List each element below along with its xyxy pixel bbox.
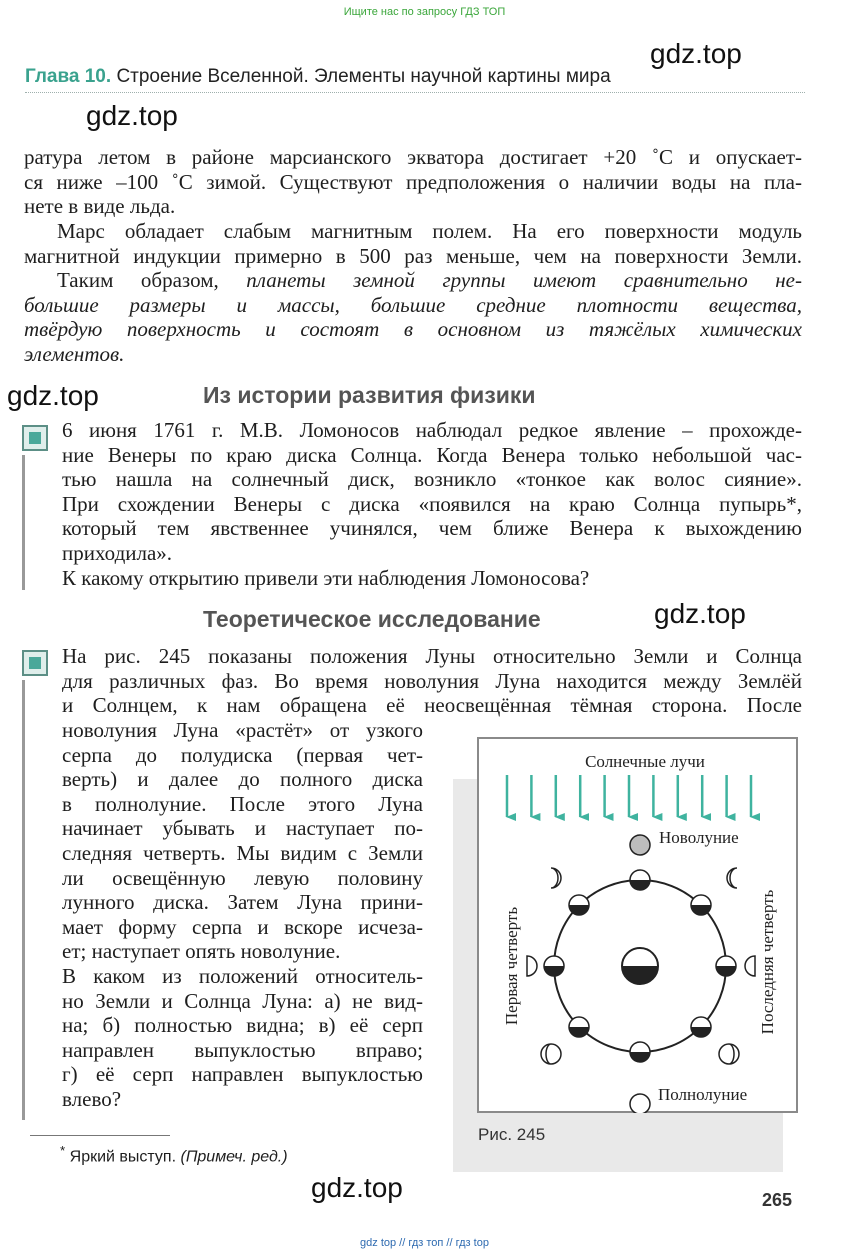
new-moon-view xyxy=(630,835,650,855)
italic-run: планеты земной группы имеют сравнительно не- xyxy=(218,268,802,292)
footnote-divider xyxy=(30,1135,170,1136)
text-line: ли освещённую левую половину xyxy=(62,865,423,890)
moon-waxing-crescent xyxy=(569,895,589,915)
text-line: 6 июня 1761 г. М.В. Ломоносов наблюдал редкое явление – прохожде- xyxy=(62,418,802,442)
moon-waning-gibbous xyxy=(691,1017,711,1037)
first-quarter-label: Первая четверть xyxy=(502,906,521,1026)
crescent-view-right xyxy=(551,868,561,888)
text-line: который тем явственнее учинялся, чем ближе Венера к выхождению xyxy=(62,516,802,541)
moon-waxing-gibbous xyxy=(569,1017,589,1037)
text-line: При схождении Венеры с диска «появился на краю Солнца пупырь*, xyxy=(62,491,802,516)
watermark: gdz.top xyxy=(311,1172,403,1203)
half-view-right xyxy=(527,956,537,976)
intro-paragraph-2 xyxy=(24,219,802,268)
header-divider xyxy=(25,92,805,93)
bottom-banner[interactable]: gdz top // гдз топ // гдз top xyxy=(360,1237,489,1249)
moon-waning-crescent xyxy=(691,895,711,915)
gibbous-view-left xyxy=(719,1044,739,1064)
sun-rays xyxy=(507,775,751,817)
text-line: мает форму серпа и вскоре исчеза- xyxy=(62,914,423,939)
footnote-marker: * xyxy=(60,1143,66,1158)
text-line: в полнолуние. После этого Луна xyxy=(62,791,423,816)
half-view-left xyxy=(745,956,755,976)
crescent-view-left xyxy=(727,868,737,888)
text-line: новолуния Луна «растёт» от узкого xyxy=(62,718,423,742)
moon-full xyxy=(630,1042,650,1062)
moon-last-quarter xyxy=(716,956,736,976)
earth-night-side xyxy=(622,966,658,984)
text-line: ние Венеры по краю диска Солнца. Когда Венера только небольшой час- xyxy=(62,442,802,467)
text-line: магнитной индукции примерно в 500 раз меньше, чем на поверхности Земли. xyxy=(24,243,802,268)
history-text xyxy=(62,418,802,590)
text-line: Марс обладает слабым магнитным полем. На его поверхности модуль xyxy=(57,219,802,243)
text-line: приходила». xyxy=(62,540,173,565)
chapter-label: Глава 10. xyxy=(25,66,112,87)
text-line: ратура летом в районе марсианского экватора достигает +20 ˚С и опускает- xyxy=(24,145,802,169)
text-line: на; б) полностью видна; в) её серп xyxy=(62,1013,423,1038)
history-heading: Из истории развития физики xyxy=(203,382,536,408)
gibbous-view-right xyxy=(541,1044,561,1064)
watermark: gdz.top xyxy=(86,100,178,131)
watermark: gdz.top xyxy=(7,380,99,411)
question-line: К какому открытию привели эти наблюдения Ломоносова? xyxy=(62,565,590,590)
intro-paragraph-3 xyxy=(24,268,802,366)
task-marker-icon xyxy=(22,425,48,451)
full-moon-view xyxy=(630,1094,650,1113)
moon-phases-figure xyxy=(477,737,798,1113)
theory-heading: Теоретическое исследование xyxy=(203,606,541,632)
text-line: В каком из положений относитель- xyxy=(62,963,423,988)
text-run: Таким образом, xyxy=(57,268,219,292)
theory-intro xyxy=(62,644,802,718)
chapter-title: Строение Вселенной. Элементы научной картины мира xyxy=(116,66,611,87)
text-line: ет; наступает опять новолуние. xyxy=(62,939,341,964)
text-line: начинает убывать и наступает по- xyxy=(62,816,423,841)
section-bar xyxy=(22,455,25,590)
text-line: направлен выпуклостью вправо; xyxy=(62,1037,423,1062)
theory-text xyxy=(62,718,423,1112)
text-line: элементов. xyxy=(24,341,125,366)
text-line: и Солнцем, к нам обращена её неосвещённая тёмная сторона. После xyxy=(62,693,802,718)
text-line: для различных фаз. Во время новолуния Луна находится между Землёй xyxy=(62,668,802,693)
full-moon-label: Полнолуние xyxy=(658,1085,748,1104)
text-line: На рис. 245 показаны положения Луны относительно Земли и Солнца xyxy=(62,644,802,668)
text-line: нете в виде льда. xyxy=(24,194,176,219)
intro-paragraph-1 xyxy=(24,145,802,219)
section-bar xyxy=(22,680,25,1120)
last-quarter-label: Последняя четверть xyxy=(758,889,777,1035)
top-banner[interactable]: Ищите нас по запросу ГДЗ ТОП xyxy=(343,6,506,18)
text-line: влево? xyxy=(62,1086,122,1111)
figure-caption: Рис. 245 xyxy=(478,1125,546,1144)
footnote xyxy=(60,1143,288,1166)
watermark: gdz.top xyxy=(650,38,742,69)
chapter-header xyxy=(25,66,611,88)
text-line: но Земли и Солнца Луна: а) не вид- xyxy=(62,988,423,1013)
text-line: следняя четверть. Мы видим с Земли xyxy=(62,840,423,865)
text-line: серпа до полудиска (первая чет- xyxy=(62,742,423,767)
task-marker-icon xyxy=(22,650,48,676)
text-line: верть) и далее до полного диска xyxy=(62,767,423,792)
sun-rays-label: Солнечные лучи xyxy=(585,752,705,771)
page-number: 265 xyxy=(762,1190,793,1210)
moon-first-quarter xyxy=(544,956,564,976)
new-moon-label: Новолуние xyxy=(659,828,739,847)
text-line: тью нашла на солнечный диск, возникло «тонкое как волос сияние». xyxy=(62,467,802,492)
text-line: большие размеры и массы, большие средние плотности вещества, xyxy=(24,292,802,317)
text-line: твёрдую поверхность и состоят в основном из тяжёлых химических xyxy=(24,317,802,342)
footnote-note: (Примеч. ред.) xyxy=(180,1148,288,1166)
text-line: лунного диска. Затем Луна прини- xyxy=(62,890,423,915)
text-line: ся ниже –100 ˚С зимой. Существуют предположения о наличии воды на пла- xyxy=(24,169,802,194)
watermark: gdz.top xyxy=(654,598,746,629)
moon-new xyxy=(630,870,650,890)
text-line: г) её серп направлен выпуклостью xyxy=(62,1062,423,1087)
footnote-text: Яркий выступ. xyxy=(69,1148,177,1166)
